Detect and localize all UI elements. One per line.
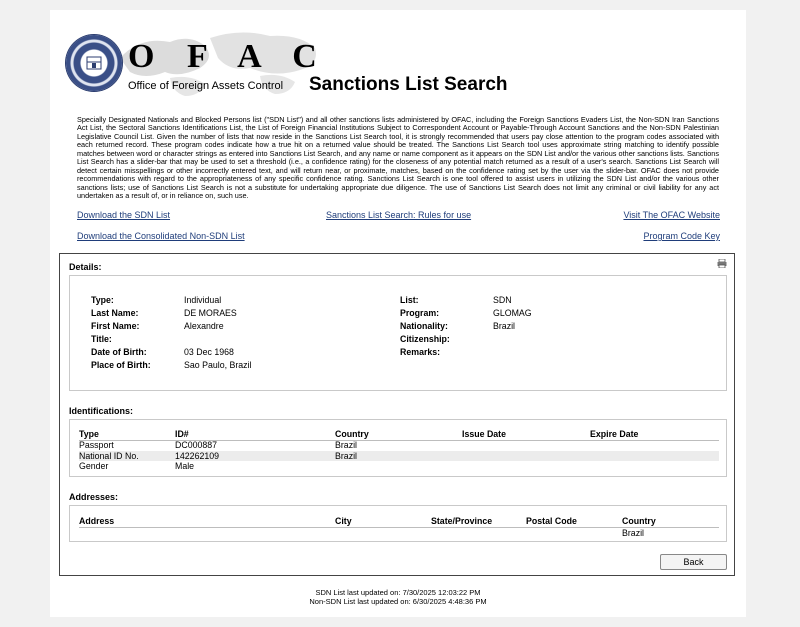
remarks-label: Remarks: [400,347,441,357]
nationality-label: Nationality: [400,321,448,331]
first-name-value: Alexandre [184,321,224,331]
id-row1-type: Passport [79,440,114,450]
id-row1-country: Brazil [335,440,357,450]
id-row1-idnum: DC000887 [175,440,218,450]
print-icon[interactable] [717,259,727,268]
addr-header-city: City [335,516,352,526]
ofac-logo-text: O F A C [128,38,329,75]
download-sdn-list-link[interactable]: Download the SDN List [77,210,171,220]
treasury-seal-logo [66,35,122,91]
type-value: Individual [184,295,222,305]
non-sdn-last-updated: Non-SDN List last updated on: 6/30/2025 4:48:36 PM [309,597,487,606]
page-title: Sanctions List Search [309,74,508,95]
list-label: List: [400,295,419,305]
header [50,10,746,115]
details-panel [59,253,735,576]
addr-header-country: Country [622,516,656,526]
last-name-value: DE MORAES [184,308,237,318]
pob-value: Sao Paulo, Brazil [184,360,252,370]
identifications-box [69,419,727,477]
disclaimer-text: Specially Designated Nationals and Blocked Persons list ("SDN List") and all other sanctions lists administered by OFAC, including the Foreign Sanctions Evaders List, the Non-SDN Iran Sanctions Act List, the Sectoral Sanctions Identifications List, the List of Foreign Financial Institutions Subject to Correspondent Account or Payable-Through Account Sanctions and the Non-SDN Palestinian Legislative Council List. Given the number of lists that now reside in the Sanctions List Search tool, it is strongly recommended that users pay close attention to the program codes associated with each returned record. These program codes indicate how a true hit on a returned value should be treated. The Sanctions List Search tool uses approximate string matching to identify possible matches between word or character strings as entered into Sanctions List Search, and any name or name component as it appears on the SDN List and/or the various other sanctions lists. Sanctions List Search has a slider-bar that may be used to set a threshold (i.e., a confidence rating) for the closeness of any potential match returned as a result of a user's search. Sanctions List Search will detect certain misspellings or other incorrectly entered text, and will return near, or proximate, matches, based on the confidence rating set by the user via the slider-bar. OFAC does not provide recommendations with regard to the appropriateness of any specific confidence rating. Sanctions List Search is one tool offered to assist users in utilizing the SDN List and/or the various other sanctions lists; use of Sanctions List Search is not a substitute for undertaking appropriate due diligence. The use of Sanctions List Search does not limit any criminal or civil liability for any act undertaken as a result of, or in reliance on, such use. [77,115,719,201]
id-row2-country: Brazil [335,451,357,461]
download-non-sdn-list-link[interactable]: Download the Consolidated Non-SDN List [77,231,245,241]
id-header-country: Country [335,429,369,439]
last-name-label: Last Name: [91,308,139,318]
program-value: GLOMAG [493,308,532,318]
addr-header-address: Address [79,516,115,526]
addr-row1-country: Brazil [622,528,644,538]
list-value: SDN [493,295,512,305]
visit-ofac-website-link[interactable]: Visit The OFAC Website [623,210,720,220]
details-box [69,275,727,391]
id-header-issue-date: Issue Date [462,429,507,439]
id-row3-type: Gender [79,461,109,471]
id-row2-idnum: 142262109 [175,451,220,461]
rules-for-use-link[interactable]: Sanctions List Search: Rules for use [326,210,472,220]
id-header-idnum: ID# [175,429,189,439]
ofac-logo-subtitle: Office of Foreign Assets Control [128,80,284,92]
type-label: Type: [91,295,114,305]
identifications-section-label: Identifications: [69,406,134,416]
title-label: Title: [91,334,112,344]
addr-header-postal-code: Postal Code [526,516,577,526]
nationality-value: Brazil [493,321,515,331]
footer [50,588,746,606]
pob-label: Place of Birth: [91,360,151,370]
id-header-type: Type [79,429,99,439]
table-row [79,451,719,461]
addresses-section-label: Addresses: [69,492,119,502]
program-code-key-link[interactable]: Program Code Key [643,231,720,241]
addresses-box [69,505,727,542]
citizenship-label: Citizenship: [400,334,450,344]
id-row3-idnum: Male [175,461,195,471]
addr-header-state: State/Province [431,516,493,526]
dob-value: 03 Dec 1968 [184,347,234,357]
back-button[interactable]: Back [660,554,727,570]
program-label: Program: [400,308,440,318]
first-name-label: First Name: [91,321,140,331]
id-row2-type: National ID No. [79,451,139,461]
dob-label: Date of Birth: [91,347,147,357]
sdn-last-updated: SDN List last updated on: 7/30/2025 12:03:22 PM [315,588,481,597]
page [50,10,746,617]
details-section-label: Details: [69,262,102,272]
id-header-expire-date: Expire Date [590,429,639,439]
